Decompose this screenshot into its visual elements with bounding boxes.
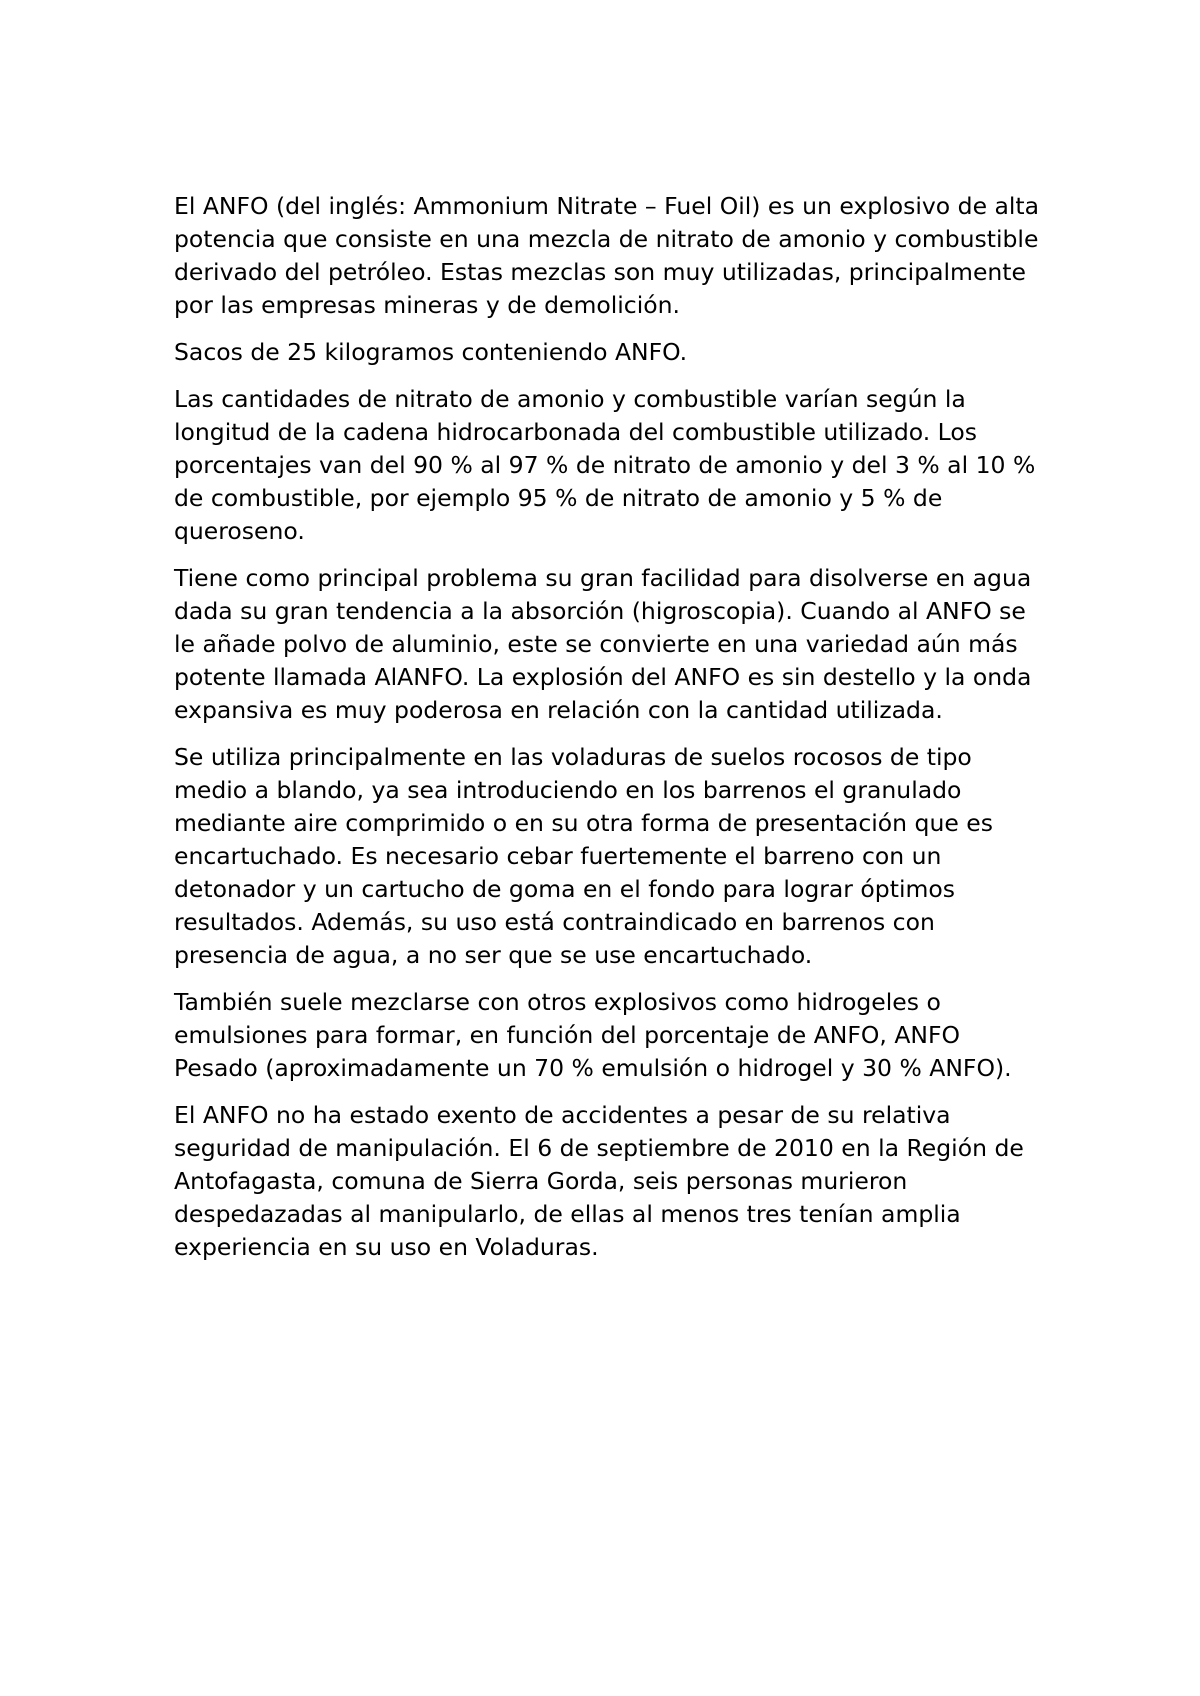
document-body: [174, 190, 1044, 1278]
paragraph-intro: El ANFO (del inglés: Ammonium Nitrate – Fuel Oil) es un explosivo de alta potencia que consiste en una mezcla de nitrato de amonio y combustible derivado del petróleo. Estas mezclas son muy utilizadas, principalmente por las empresas mineras y de demolición.: [174, 192, 1040, 319]
paragraph-accidents: El ANFO no ha estado exento de accidentes a pesar de su relativa seguridad de manipulación. El 6 de septiembre de 2010 en la Región de Antofagasta, comuna de Sierra Gorda, seis personas murieron despedazadas al manipularlo, de ellas al menos tres tenían amplia experiencia en su uso en Voladuras.: [174, 1101, 1024, 1261]
paragraph-caption: Sacos de 25 kilogramos conteniendo ANFO.: [174, 338, 688, 366]
paragraph-problems: Tiene como principal problema su gran facilidad para disolverse en agua dada su gran tendencia a la absorción (higroscopia). Cuando al ANFO se le añade polvo de aluminio, este se convierte en una variedad aún más potente llamada AlANFO. La explosión del ANFO es sin destello y la onda expansiva es muy poderosa en relación con la cantidad utilizada.: [174, 564, 1032, 724]
paragraph-mixtures: También suele mezclarse con otros explosivos como hidrogeles o emulsiones para formar, en función del porcentaje de ANFO, ANFO Pesado (aproximadamente un 70 % emulsión o hidrogel y 30 % ANFO).: [174, 988, 1012, 1082]
paragraph-usage: Se utiliza principalmente en las voladuras de suelos rocosos de tipo medio a blando, ya sea introduciendo en los barrenos el granulado mediante aire comprimido o en su otra forma de presentación que es encartuchado. Es necesario cebar fuertemente el barreno con un detonador y un cartucho de goma en el fondo para lograr óptimos resultados. Además, su uso está contraindicado en barrenos con presencia de agua, a no ser que se use encartuchado.: [174, 743, 993, 969]
paragraph-composition: Las cantidades de nitrato de amonio y combustible varían según la longitud de la cadena hidrocarbonada del combustible utilizado. Los porcentajes van del 90 % al 97 % de nitrato de amonio y del 3 % al 10 % de combustible, por ejemplo 95 % de nitrato de amonio y 5 % de queroseno.: [174, 385, 1036, 545]
